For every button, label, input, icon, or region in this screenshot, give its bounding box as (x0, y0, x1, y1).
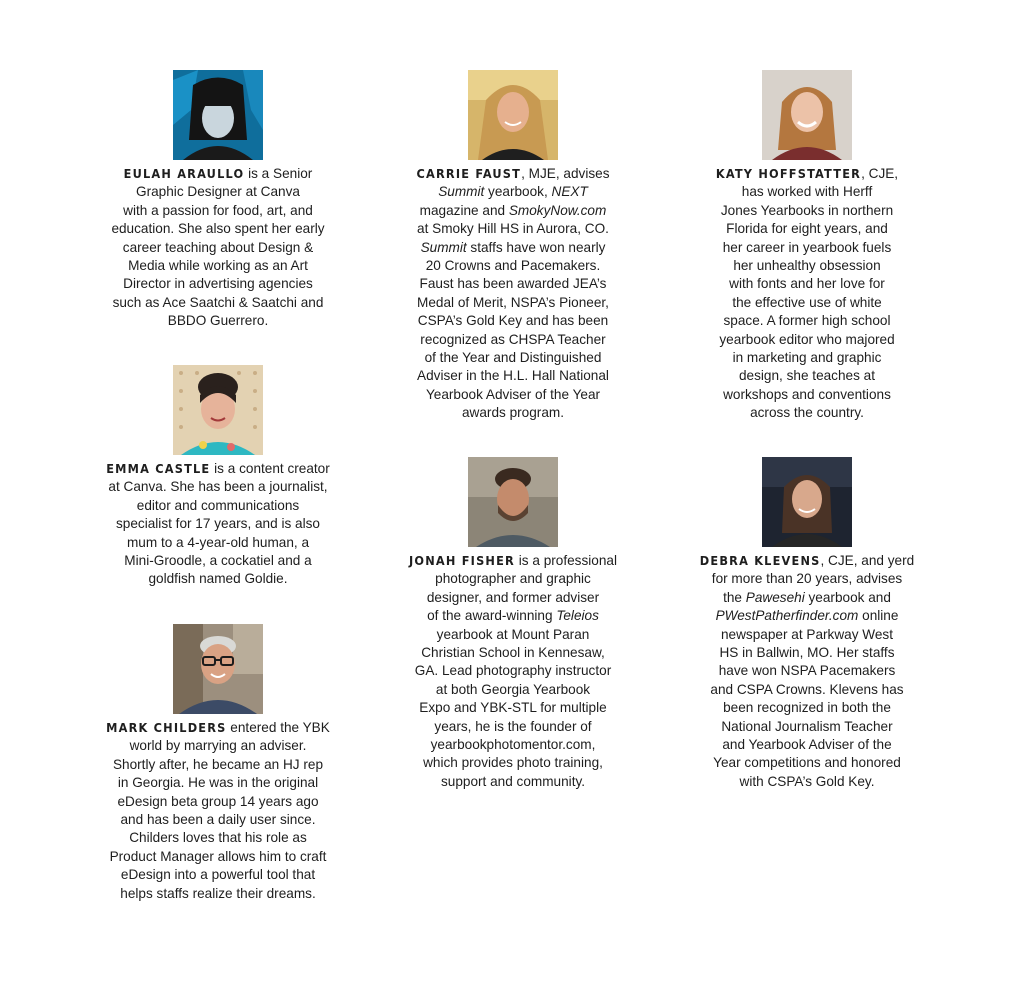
bio-mark-childers (88, 624, 348, 903)
eulah-araullo-name: EULAH ARAULLO (123, 166, 245, 181)
mark-childers-photo (173, 624, 263, 714)
carrie-faust-bio-text: CARRIE FAUST, MJE, advises Summit yearbook, NEXT magazine and SmokyNow.com at Smoky Hill HS in Aurora, CO. Summit staffs have won nearly 20 Crowns and Pacemakers. Faust has been awarded JEA’s Medal of Merit, NSPA’s Pioneer, CSPA’s Gold Key and has been recognized as CHSPA Teacher of the Year and Distinguished Adviser in the H.L. Hall National Yearbook Adviser of the Year awards program. (416, 166, 610, 421)
bio-emma-castle (88, 365, 348, 589)
katy-hoffstatter-bio-text: KATY HOFFSTATTER, CJE, has worked with Herff Jones Yearbooks in northern Florida for eight years, and her career in yearbook fuels her unhealthy obsession with fonts and her love for the effective use of white space. A former high school yearbook editor who majored in marketing and graphic design, she teaches at workshops and conventions across the country. (715, 166, 899, 421)
eulah-araullo-photo (173, 70, 263, 160)
katy-hoffstatter-photo (762, 70, 852, 160)
debra-klevens-bio-text: DEBRA KLEVENS, CJE, and yerd for more than 20 years, advises the Pawesehi yearbook and PWestPatherfinder.com online newspaper at Parkway West HS in Ballwin, MO. Her staffs have won NSPA Pacemakers and CSPA Crowns. Klevens has been recognized in both the National Journalism Teacher and Yearbook Adviser of the Year competitions and honored with CSPA’s Gold Key. (699, 553, 915, 789)
emma-castle-name: EMMA CASTLE (106, 461, 211, 476)
emma-castle-photo (173, 365, 263, 455)
emma-castle-bio-text: EMMA CASTLE is a content creator at Canva. She has been a journalist, editor and communications specialist for 17 years, and is also mum to a 4-year-old human, a Mini-Groodle, a cockatiel and a goldfish named Goldie. (106, 461, 330, 587)
debra-klevens-name: DEBRA KLEVENS (699, 553, 821, 568)
jonah-fisher-name: JONAH FISHER (409, 553, 515, 568)
eulah-araullo-bio-text: EULAH ARAULLO is a Senior Graphic Designer at Canva with a passion for food, art, and education. She also spent her early career teaching about Design & Media while working as an Art Director in advertising agencies such as Ace Saatchi & Saatchi and BBDO Guerrero. (111, 166, 325, 329)
bio-carrie-faust (383, 70, 643, 423)
katy-hoffstatter-name: KATY HOFFSTATTER (715, 166, 862, 181)
debra-klevens-photo (762, 457, 852, 547)
bio-eulah-araullo (88, 70, 348, 331)
carrie-faust-photo (468, 70, 558, 160)
mark-childers-name: MARK CHILDERS (106, 720, 227, 735)
bio-debra-klevens (677, 457, 937, 791)
jonah-fisher-bio-text: JONAH FISHER is a professional photographer and graphic designer, and former adviser of the award-winning Teleios yearbook at Mount Paran Christian School in Kennesaw, GA. Lead photography instructor at both Georgia Yearbook Expo and YBK-STL for multiple years, he is the founder of yearbookphotomentor.com, which provides photo training, support and community. (409, 553, 617, 789)
jonah-fisher-photo (468, 457, 558, 547)
carrie-faust-name: CARRIE FAUST (416, 166, 522, 181)
bio-katy-hoffstatter (677, 70, 937, 423)
bio-jonah-fisher (383, 457, 643, 791)
mark-childers-bio-text: MARK CHILDERS entered the YBK world by marrying an adviser. Shortly after, he became an HJ rep in Georgia. He was in the original eDesign beta group 14 years ago and has been a daily user since. Childers loves that his role as Product Manager allows him to craft eDesign into a powerful tool that helps staffs realize their dreams. (106, 720, 330, 901)
